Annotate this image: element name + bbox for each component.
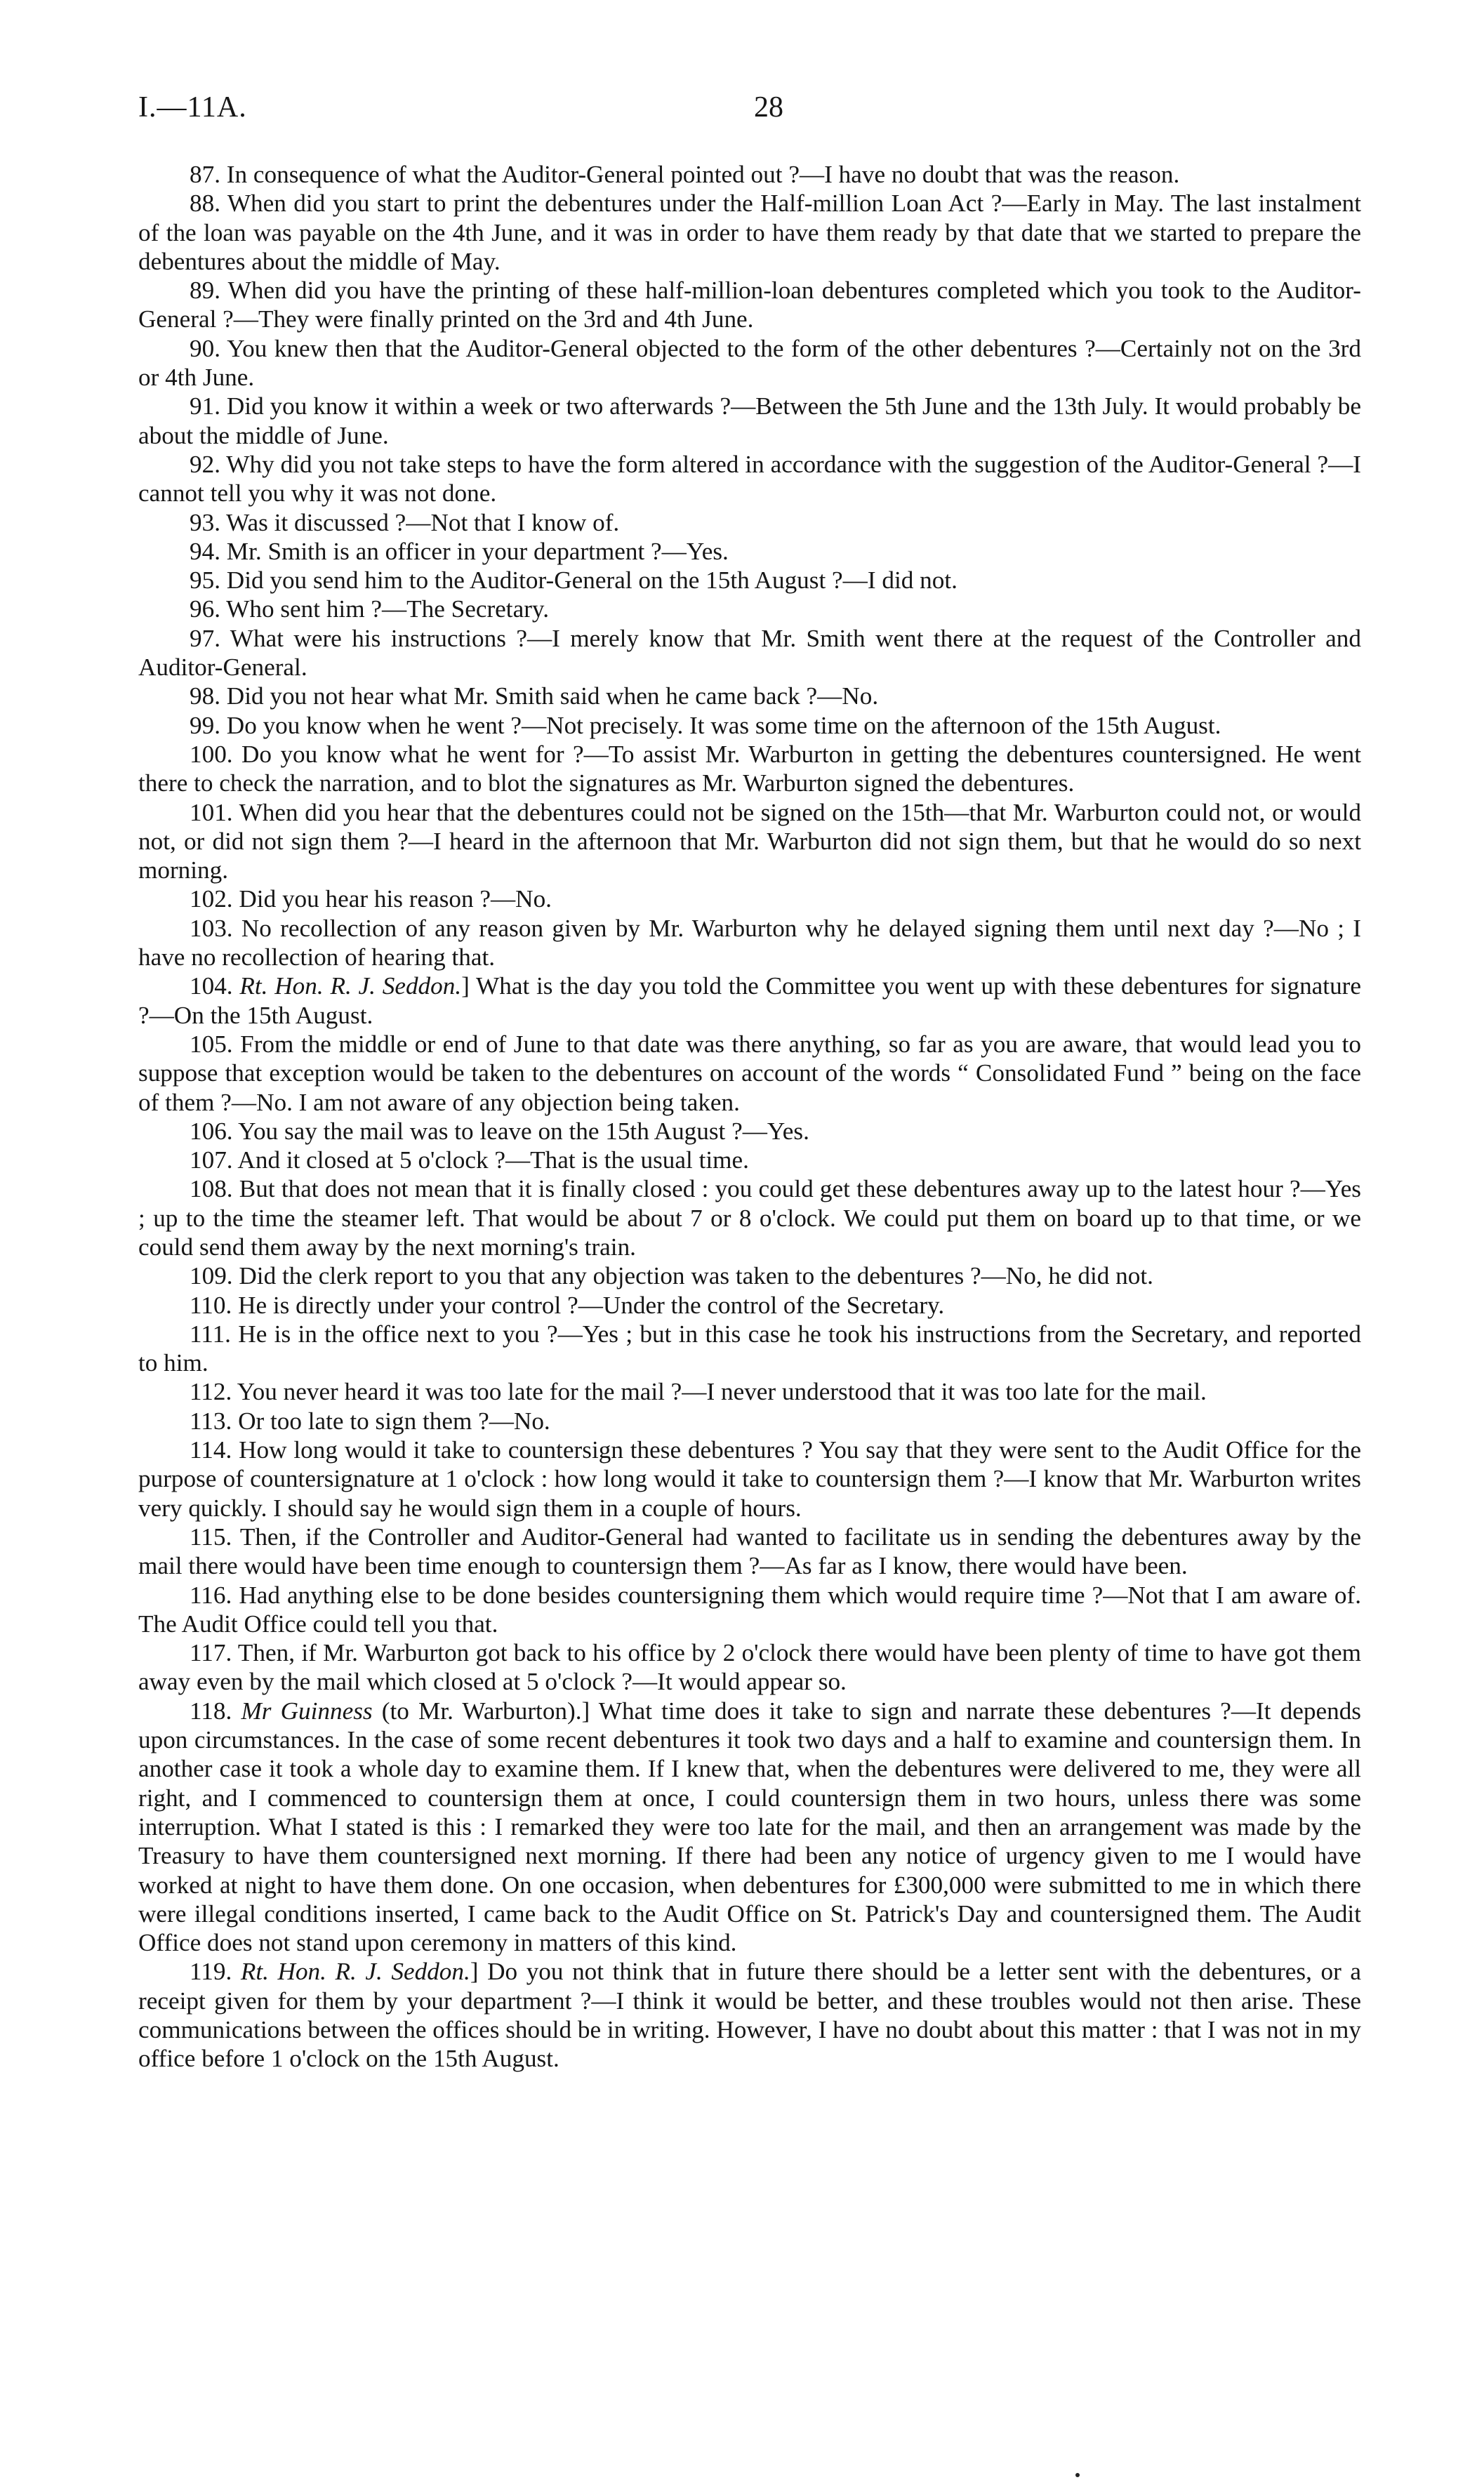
- transcript-paragraph: 112. You never heard it was too late for the mail ?—I never understood that it was too late for the mail.: [190, 1378, 1207, 1406]
- question-number: 104.: [190, 972, 233, 1000]
- transcript-paragraph: 105. From the middle or end of June to that date was there anything, so far as you are aware, that would lead you to suppose that exception would be taken to the debentures on account of the words “ Consolidated Fund ” being on the face of them ?—No. I am not aware of any objection being taken.: [138, 1030, 1361, 1116]
- report-reference: I.—11A.: [138, 91, 247, 124]
- transcript-paragraph: 97. What were his instructions ?—I merely know that Mr. Smith went there at the request of the Controller and Auditor-General.: [138, 624, 1361, 682]
- transcript-paragraph: 89. When did you have the printing of these half-million-loan debentures completed which you took to the Auditor-General ?—They were finally printed on the 3rd and 4th June.: [138, 277, 1361, 333]
- transcript-paragraph: 93. Was it discussed ?—Not that I know of.: [190, 508, 620, 536]
- transcript-paragraph: 88. When did you start to print the debentures under the Half-million Loan Act ?—Early in May. The last instalment of the loan was payable on the 4th June, and it was in order to have them ready by that date that we started to prepare the debentures about the middle of May.: [138, 190, 1361, 275]
- page-number: 28: [754, 91, 783, 124]
- transcript-paragraph: 102. Did you hear his reason ?—No.: [190, 885, 552, 913]
- question-number: 118.: [190, 1697, 232, 1725]
- transcript-paragraph: 113. Or too late to sign them ?—No.: [190, 1407, 550, 1435]
- transcript-paragraph: 117. Then, if Mr. Warburton got back to his office by 2 o'clock there would have been plenty of time to have got them away even by the mail which closed at 5 o'clock ?—It would appear so.: [138, 1639, 1361, 1696]
- transcript-paragraph: 106. You say the mail was to leave on the 15th August ?—Yes.: [190, 1117, 809, 1145]
- transcript-paragraph: 110. He is directly under your control ?—Under the control of the Secretary.: [190, 1291, 945, 1319]
- transcript-paragraph: 103. No recollection of any reason given by Mr. Warburton why he delayed signing them until next day ?—No ; I have no recollection of hearing that.: [138, 914, 1361, 971]
- transcript-body: [138, 160, 1361, 2074]
- transcript-paragraph: 95. Did you send him to the Auditor-General on the 15th August ?—I did not.: [190, 566, 958, 595]
- speaker-name: Rt. Hon. R. J. Seddon.: [239, 972, 462, 1000]
- transcript-paragraph: 115. Then, if the Controller and Auditor-General had wanted to facilitate us in sending the debentures away by the mail there would have been time enough to countersign them ?—As far as I know, there would have been.: [138, 1523, 1361, 1580]
- transcript-paragraph: 90. You knew then that the Auditor-General objected to the form of the other debentures ?—Certainly not on the 3rd or 4th June.: [138, 334, 1361, 392]
- transcript-paragraph: 101. When did you hear that the debentures could not be signed on the 15th—that Mr. Warburton could not, or would not, or did not sign them ?—I heard in the afternoon that Mr. Warburton did not sign them, but that he would do so next morning.: [138, 798, 1361, 884]
- transcript-paragraph: 119. Rt. Hon. R. J. Seddon.] Do you not think that in future there should be a letter sent with the debentures, or a receipt given for them by your department ?—I think it would be better, and these troubles would not then arise. These communications between the offices should be in writing. However, I have no doubt about this matter : that I was not in my office before 1 o'clock on the 15th August.: [138, 1958, 1362, 2073]
- transcript-paragraph: 109. Did the clerk report to you that any objection was taken to the debentures ?—No, he did not.: [190, 1262, 1153, 1290]
- transcript-paragraph: 96. Who sent him ?—The Secretary.: [190, 595, 550, 623]
- transcript-paragraph: 91. Did you know it within a week or two afterwards ?—Between the 5th June and the 13th July. It would probably be about the middle of June.: [138, 392, 1361, 449]
- transcript-paragraph: 94. Mr. Smith is an officer in your department ?—Yes.: [190, 537, 729, 565]
- transcript-paragraph: 100. Do you know what he went for ?—To assist Mr. Warburton in getting the debentures countersigned. He went there to check the narration, and to blot the signatures as Mr. Warburton signed the debentures.: [138, 740, 1361, 797]
- transcript-paragraph: 108. But that does not mean that it is finally closed : you could get these debentures away up to the latest hour ?—Yes ; up to the time the steamer left. That would be about 7 or 8 o'clock. We could put them on board up to that time, or we could send them away by the next morning's train.: [138, 1175, 1361, 1261]
- speaker-name: Rt. Hon. R. J. Seddon.: [240, 1958, 470, 1986]
- transcript-paragraph: 99. Do you know when he went ?—Not precisely. It was some time on the afternoon of the 15th August.: [190, 711, 1221, 739]
- transcript-paragraph: 114. How long would it take to countersign these debentures ? You say that they were sent to the Audit Office for the purpose of countersignature at 1 o'clock : how long would it take to countersign them ?—I know that Mr. Warburton writes very quickly. I should say he would sign them in a couple of hours.: [138, 1436, 1361, 1522]
- transcript-paragraph: 98. Did you not hear what Mr. Smith said when he came back ?—No.: [190, 682, 879, 710]
- transcript-paragraph: 118. Mr Guinness (to Mr. Warburton).] What time does it take to sign and narrate these debentures ?—It depends upon circumstances. In the case of some recent debentures it took two days and a half to examine and countersign them. In another case it took a whole day to examine them. If I knew that, when the debentures were delivered to me, they were all right, and I commenced to countersign them at once, I could countersign them in two hours, unless there was some interruption. What I stated is this : I remarked they were too late for the mail, and then an arrangement was made by the Treasury to have them countersigned next morning. If there had been any notice of urgency given to me I would have worked at night to have them done. On one occasion, when debentures for £300,000 were submitted to me in which there were illegal conditions inserted, I came back to the Audit Office on St. Patrick's Day and countersigned them. The Audit Office does not stand upon ceremony in matters of this kind.: [138, 1697, 1362, 1957]
- transcript-paragraph: 87. In consequence of what the Auditor-General pointed out ?—I have no doubt that was the reason.: [190, 161, 1180, 188]
- transcript-paragraph: 104. Rt. Hon. R. J. Seddon.] What is the day you told the Committee you went up with these debentures for signature ?—On the 15th August.: [138, 972, 1361, 1029]
- print-speck: [1075, 2473, 1080, 2477]
- speaker-name: Mr Guinness: [241, 1697, 373, 1725]
- transcript-paragraph: 116. Had anything else to be done besides countersigning them which would require time ?—Not that I am aware of. The Audit Office could tell you that.: [138, 1581, 1361, 1638]
- transcript-paragraph: 111. He is in the office next to you ?—Yes ; but in this case he took his instructions from the Secretary, and reported to him.: [138, 1320, 1361, 1377]
- question-number: 119.: [190, 1958, 232, 1986]
- transcript-paragraph: 107. And it closed at 5 o'clock ?—That is the usual time.: [190, 1146, 749, 1174]
- transcript-paragraph: 92. Why did you not take steps to have the form altered in accordance with the suggestion of the Auditor-General ?—I cannot tell you why it was not done.: [138, 450, 1361, 508]
